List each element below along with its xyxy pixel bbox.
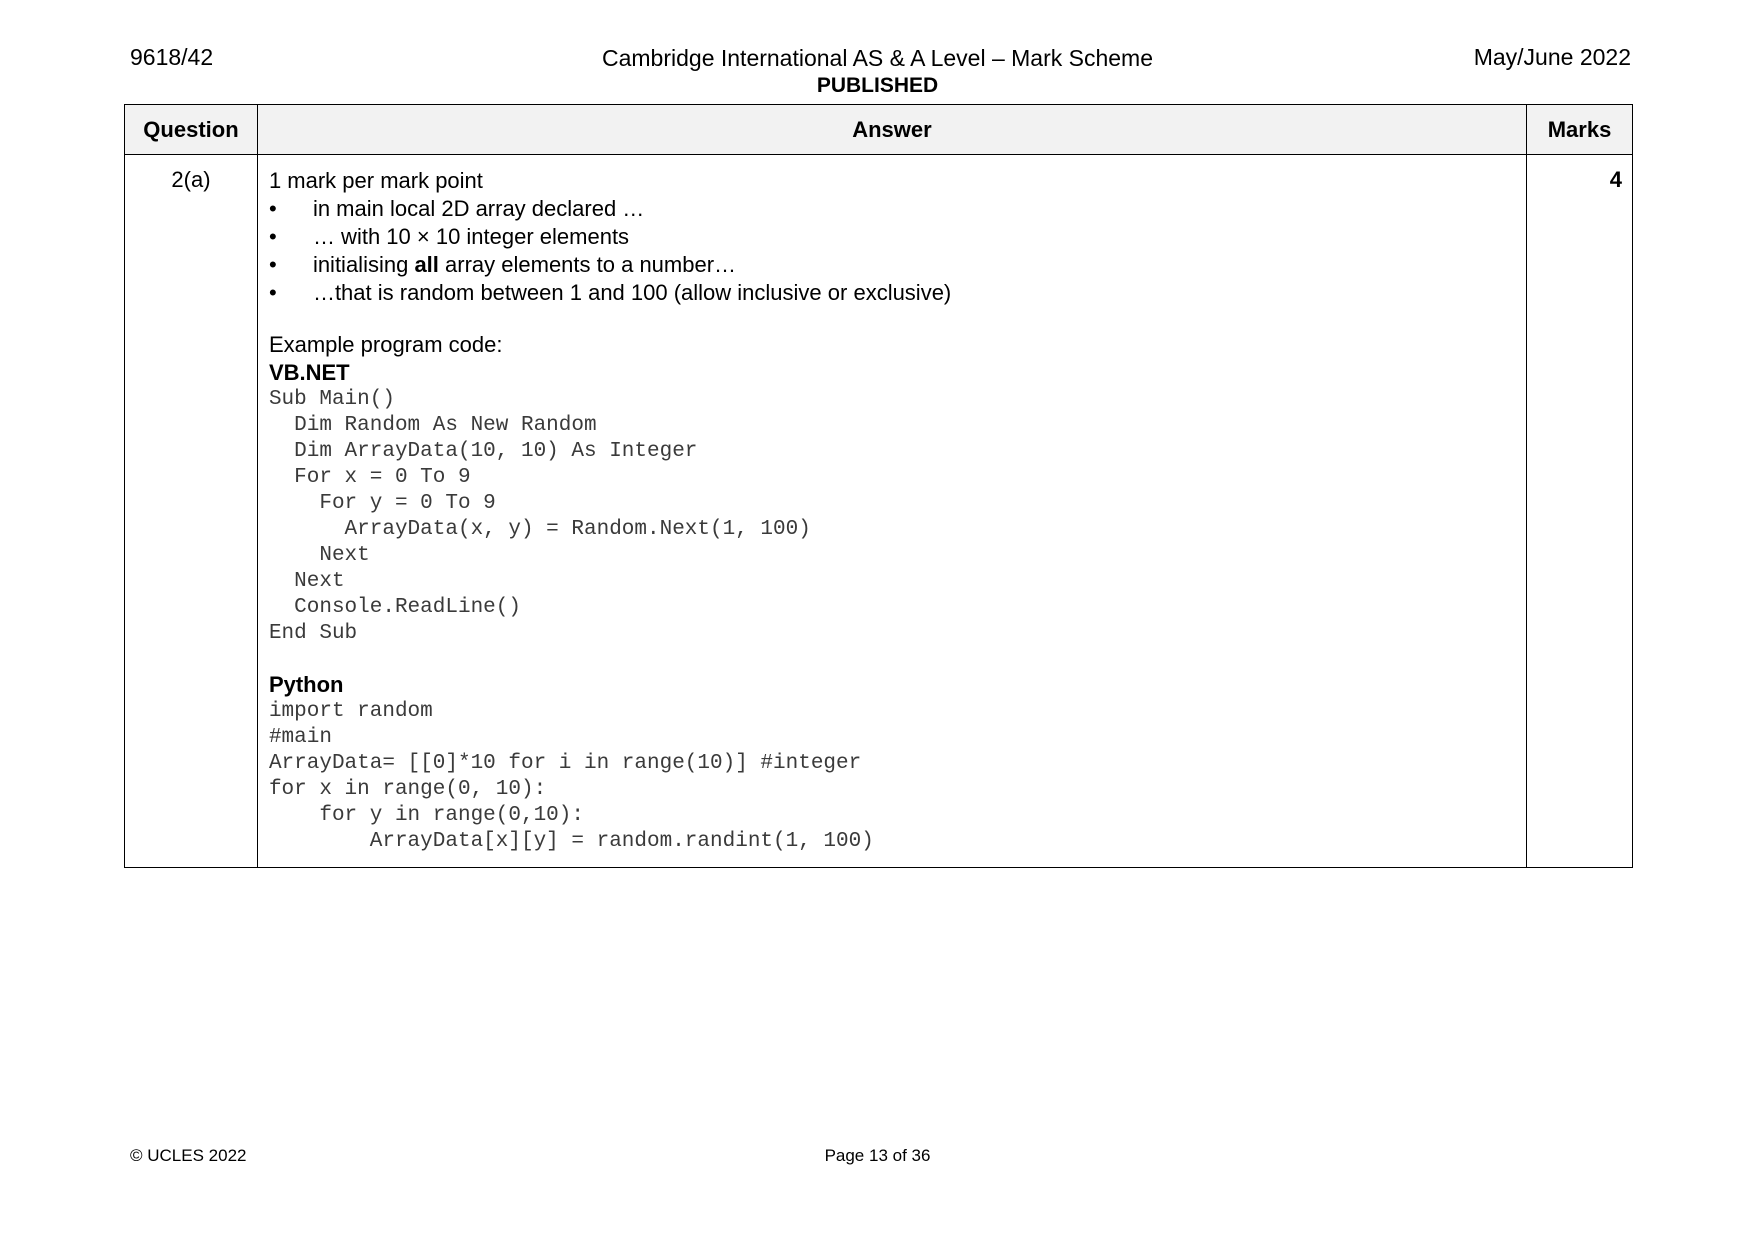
column-header-answer: Answer	[257, 105, 1526, 155]
table-row	[125, 155, 1633, 868]
python-code-block: import random #main ArrayData= [[0]*10 for i in range(10)] #integer for x in range(0, 10): for y in range(0,10): ArrayData[x][y] = random.randint(1, 100)	[268, 700, 874, 853]
column-header-question: Question	[125, 105, 258, 155]
vbnet-code-block: Sub Main() Dim Random As New Random Dim ArrayData(10, 10) As Integer For x = 0 To 9 For y = 0 To 9 ArrayData(x, y) = Random.Next(1, 100) Next Next Console.ReadLine() End Sub	[268, 388, 811, 645]
bullet-icon: •	[268, 280, 277, 305]
python-heading: Python	[268, 672, 344, 697]
mark-intro: 1 mark per mark point	[268, 168, 483, 193]
page-number: Page 13 of 36	[824, 1146, 931, 1165]
copyright-notice: © UCLES 2022	[130, 1146, 247, 1165]
published-label: PUBLISHED	[816, 74, 939, 97]
bullet-icon: •	[268, 224, 277, 249]
mark-scheme-table	[124, 104, 1633, 868]
mark-point: • in main local 2D array declared …	[268, 196, 645, 221]
table-header-row	[125, 105, 1633, 155]
example-code-label: Example program code:	[268, 332, 503, 357]
paper-code: 9618/42	[130, 44, 214, 70]
answer-cell	[257, 155, 1526, 868]
bullet-icon: •	[268, 196, 277, 221]
exam-session: May/June 2022	[1473, 44, 1631, 70]
bullet-icon: •	[268, 252, 277, 277]
mark-point: • initialising all array elements to a number…	[268, 252, 737, 277]
document-title: Cambridge International AS & A Level – Mark Scheme	[601, 45, 1154, 71]
mark-points-list	[269, 195, 1516, 307]
mark-point: • … with 10 × 10 integer elements	[268, 224, 630, 249]
marks-value: 4	[1527, 155, 1633, 868]
question-number: 2(a)	[125, 155, 258, 868]
mark-point: • …that is random between 1 and 100 (allow inclusive or exclusive)	[268, 280, 952, 305]
column-header-marks: Marks	[1527, 105, 1633, 155]
vbnet-heading: VB.NET	[268, 360, 350, 385]
